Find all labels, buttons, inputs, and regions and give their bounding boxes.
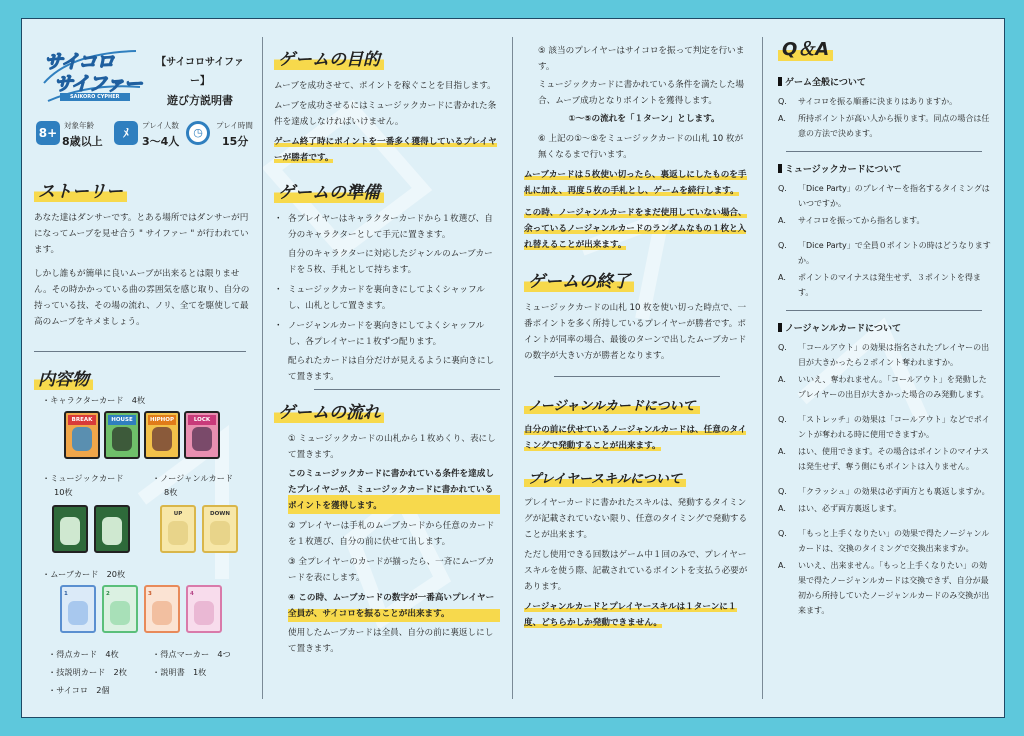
divider bbox=[34, 351, 246, 352]
setup-section bbox=[274, 170, 500, 385]
character-cards-label: ・キャラクターカード 4枚 bbox=[42, 395, 146, 405]
music-card bbox=[94, 505, 130, 553]
players-label: プレイ人数 bbox=[142, 121, 179, 130]
qa-heading-general: ゲーム全般について bbox=[778, 75, 998, 88]
qa-answer: A. いいえ、出来ません。「もっと上手くなりたい」の効果で得たノージャンルカードは交換できず、自分が最初から所持していたノージャンルカードのみ交換が出来ます。 bbox=[778, 561, 990, 615]
purpose-p2: ムーブを成功させるにはミュージックカードに書かれた条件を達成しなければいけません。 bbox=[274, 101, 497, 127]
age-value: 8歳以上 bbox=[62, 135, 103, 148]
story-title: ストーリー bbox=[34, 177, 127, 202]
move-card: 1 bbox=[60, 585, 96, 633]
points-cards-label: ・得点カード 4枚 bbox=[48, 649, 119, 659]
setup-item: ・ ミュージックカードを裏向きにしてよくシャッフルし、山札として置きます。 bbox=[274, 282, 500, 314]
age-icon: 8+ bbox=[36, 121, 60, 145]
flow-step-6: ⑥ 上記の①～⑤をミュージックカードの山札 10 枚が無くなるまで行います。 bbox=[538, 134, 744, 160]
players-value: 3～4人 bbox=[142, 135, 180, 148]
end-p1: ミュージックカードの山札 10 枚を使い切った時点で、一番ポイントを多く所持しているプレイヤーが勝者です。ポイントが同率の場合、最後のターンで出したムーブカードの数字が大きい方が勝者となります。 bbox=[524, 303, 747, 361]
qa-question: Q. サイコロを振る順番に決まりはありますか。 bbox=[778, 97, 958, 106]
title-line1: 【サイコロサイファー】 bbox=[156, 57, 244, 87]
qa-answer: A. はい、使用できます。その場合はポイントのマイナスは発生せず、奪う側にもポイントは入りません。 bbox=[778, 447, 989, 471]
rules-sheet bbox=[21, 18, 1005, 718]
contents-title: 内容物 bbox=[34, 365, 93, 390]
purpose-title: ゲームの目的 bbox=[274, 45, 384, 70]
qa-question: Q. 「Dice Party」で全員０ポイントの時はどうなりますか。 bbox=[778, 241, 991, 265]
qa-answer: A. サイコロを振ってから指名します。 bbox=[778, 216, 925, 225]
story-p1: あなた達はダンサーです。とある場所ではダンサーが円になってムーブを見せ合う " サイファー " が行われています。 bbox=[34, 213, 249, 255]
move-card: 2 bbox=[102, 585, 138, 633]
qa-answer: A. いいえ、奪われません。「コールアウト」を発動したプレイヤーの出目が大きかった場合のみ発動します。 bbox=[778, 375, 989, 399]
flow-title: ゲームの流れ bbox=[274, 398, 384, 423]
qa-question: Q. 「Dice Party」のプレイヤーを指名するタイミングはいつですか。 bbox=[778, 184, 990, 208]
move-card: 3 bbox=[144, 585, 180, 633]
column-4 bbox=[762, 19, 1005, 717]
manual-label: ・説明書 1枚 bbox=[152, 667, 207, 677]
contents-section bbox=[34, 359, 252, 709]
flow-step-5: ⑤ 該当のプレイヤーはサイコロを振って判定を行います。 ミュージックカードに書かれている条件を満たした場合、ムーブ成功となりポイントを獲得します。 ①～⑤の流れを「１ターン」とします。 bbox=[538, 46, 745, 124]
time-label: プレイ時間 bbox=[216, 121, 253, 130]
nongenre-cards-label: ・ノージャンルカード bbox=[152, 473, 234, 483]
nongenre-card: DOWN bbox=[202, 505, 238, 553]
purpose-section bbox=[274, 39, 500, 166]
skill-cards-label: ・技説明カード 2枚 bbox=[48, 667, 127, 677]
nongenre-p1: 自分の前に伏せているノージャンルカードは、任意のタイミングで発動することが出来ます。 bbox=[524, 425, 747, 451]
character-card: BREAK bbox=[64, 411, 100, 459]
music-cards-label: ・ミュージックカード bbox=[42, 473, 124, 483]
end-title: ゲームの終了 bbox=[524, 267, 634, 292]
point-marker-label: ・得点マーカー 4つ bbox=[152, 649, 231, 659]
document-title bbox=[150, 53, 250, 110]
move-cards-label: ・ムーブカード 20枚 bbox=[42, 569, 126, 579]
time-value: 15分 bbox=[222, 135, 249, 148]
game-logo bbox=[40, 43, 144, 109]
column-1 bbox=[22, 19, 262, 717]
move-card: 4 bbox=[186, 585, 222, 633]
character-card: LOCK bbox=[184, 411, 220, 459]
skill-p1: プレイヤーカードに書かれたスキルは、発動するタイミングが記載されていない限り、任意のタイミングで発動することが出来ます。 bbox=[524, 498, 748, 540]
logo-line2: サイファー bbox=[54, 73, 142, 95]
age-label: 対象年齢 bbox=[64, 121, 94, 130]
players-icon: ﾒ bbox=[114, 121, 138, 145]
column-2 bbox=[262, 19, 512, 717]
logo-line1: サイコロ bbox=[44, 51, 114, 73]
divider bbox=[786, 151, 982, 152]
game-specs bbox=[36, 121, 262, 151]
qa-question: Q. 「もっと上手くなりたい」の効果で得たノージャンルカードは、交換のタイミングで交換出来ますか。 bbox=[778, 529, 990, 553]
divider bbox=[314, 389, 500, 390]
character-card: HIPHOP bbox=[144, 411, 180, 459]
music-cards-count: 10枚 bbox=[54, 487, 73, 497]
skill-title: プレイヤースキルについて bbox=[524, 468, 686, 487]
setup-title: ゲームの準備 bbox=[274, 178, 384, 203]
qa-heading-music: ミュージックカードについて bbox=[778, 162, 998, 175]
music-card bbox=[52, 505, 88, 553]
nongenre-cards-count: 8枚 bbox=[164, 487, 178, 497]
skill-p2: ただし使用できる回数はゲーム中１回のみで、プレイヤースキルを使う際、記載されているポイントを支払う必要があります。 bbox=[524, 550, 748, 592]
character-card: HOUSE bbox=[104, 411, 140, 459]
purpose-p3: ゲーム終了時にポイントを一番多く獲得しているプレイヤーが勝者です。 bbox=[274, 137, 497, 163]
title-line2: 遊び方説明書 bbox=[167, 94, 233, 107]
setup-item: ・ ノージャンルカードを裏向きにしてよくシャッフルし、各プレイヤーに１枚ずつ配ります。 配られたカードは自分だけが見えるように裏向きにして置きます。 bbox=[274, 318, 500, 385]
qa-answer: A. 所持ポイントが高い人から振ります。同点の場合は任意の方法で決めます。 bbox=[778, 114, 990, 138]
nongenre-card: UP bbox=[160, 505, 196, 553]
flow-step-2: ② プレイヤーは手札のムーブカードから任意のカードを１枚選び、自分の前に伏せて出します。 bbox=[288, 521, 495, 547]
column-3 bbox=[512, 19, 762, 717]
divider bbox=[786, 310, 982, 311]
flow-step-1: ① ミュージックカードの山札から１枚めくり、表にして置きます。 このミュージックカードに書かれている条件を達成したプレイヤーが、ミュージックカードに書かれているポイントを獲得します。 bbox=[274, 431, 500, 514]
qa-answer: A. ポイントのマイナスは発生せず、３ポイントを得ます。 bbox=[778, 273, 981, 297]
divider bbox=[554, 376, 720, 377]
story-section bbox=[34, 171, 252, 334]
qa-title: Q＆A bbox=[778, 35, 833, 61]
flow-continued bbox=[524, 43, 750, 253]
purpose-p1: ムーブを成功させて、ポイントを稼ぐことを目指します。 bbox=[274, 81, 496, 91]
nongenre-title: ノージャンルカードについて bbox=[524, 395, 700, 414]
flow-section bbox=[274, 392, 500, 657]
skill-section bbox=[524, 458, 750, 631]
setup-item: ・ 各プレイヤーはキャラクターカードから１枚選び、自分のキャラクターとして手元に置きます。 自分のキャラクターに対応したジャンルのムーブカードを５枚、手札として持ちます。 bbox=[274, 211, 500, 278]
nongenre-section bbox=[524, 389, 750, 454]
skill-p3: ノージャンルカードとプレイヤースキルは１ターンに１度、どちらかしか発動できません。 bbox=[524, 602, 737, 628]
qa-question: Q. 「クラッシュ」の効果は必ず両方とも裏返しますか。 bbox=[778, 487, 990, 496]
flow-rule-1: ムーブカードは５枚使い切ったら、裏返しにしたものを手札に加え、再度５枚の手札とし、ゲームを続行します。 bbox=[524, 170, 747, 196]
qa-question: Q. 「ストレッチ」の効果は「コールアウト」などでポイントが奪われる時に使用できますか。 bbox=[778, 415, 990, 439]
qa-answer: A. はい、必ず両方裏返します。 bbox=[778, 504, 902, 513]
flow-step-4: ④ この時、ムーブカードの数字が一番高いプレイヤー全員が、サイコロを振ることが出来ます。 使用したムーブカードは全員、自分の前に裏返しにして置きます。 bbox=[274, 590, 500, 657]
qa-heading-nongenre: ノージャンルカードについて bbox=[778, 321, 998, 334]
dice-label: ・サイコロ 2個 bbox=[48, 685, 110, 695]
end-section bbox=[524, 257, 750, 364]
flow-step-3: ③ 全プレイヤーのカードが揃ったら、一斉にムーブカードを表にします。 bbox=[288, 557, 495, 583]
timer-icon: ◷ bbox=[186, 121, 210, 145]
flow-rule-2: この時、ノージャンルカードをまだ使用していない場合、余っているノージャンルカードのランダムなもの１枚と入れ替えることが出来ます。 bbox=[524, 208, 747, 250]
logo-subtitle: SAIKORO CYPHER bbox=[70, 94, 120, 100]
story-p2: しかし誰もが簡単に良いムーブが出来るとは限りません。その時かかっている曲の雰囲気を感じ取り、自分の持っている技、その場の流れ、ノリ、全てを駆使して最高のムーブをキメましょう。 bbox=[34, 269, 250, 327]
qa-question: Q. 「コールアウト」の効果は指名されたプレイヤーの出目が大きかったら２ポイント奪われますか。 bbox=[778, 343, 990, 367]
